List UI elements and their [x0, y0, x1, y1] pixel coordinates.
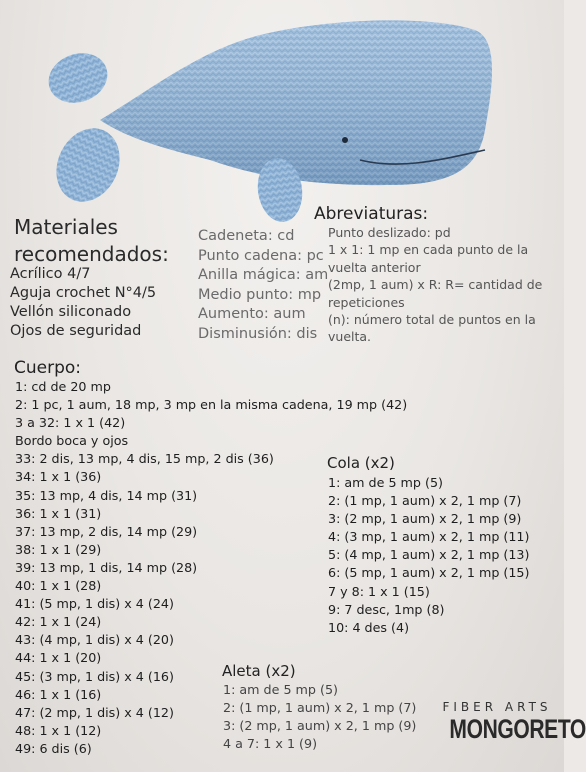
pattern-row: 44: 1 x 1 (20): [15, 650, 102, 666]
glossary-item: Aumento: aum: [198, 306, 306, 322]
brand-logo: [436, 700, 586, 744]
pattern-row: 3 a 32: 1 x 1 (42): [15, 415, 126, 431]
pattern-row: 4: (3 mp, 1 aum) x 2, 1 mp (11): [328, 529, 530, 545]
pattern-row: 9: 7 desc, 1mp (8): [328, 601, 445, 617]
glossary-item: Anilla mágica: am: [198, 267, 329, 283]
materials-item: Aguja crochet N°4/5: [10, 285, 157, 301]
pattern-row: 4 a 7: 1 x 1 (9): [223, 736, 318, 752]
pattern-row: 1: am de 5 mp (5): [328, 475, 443, 490]
pattern-row: 36: 1 x 1 (31): [15, 505, 102, 521]
pattern-row: 49: 6 dis (6): [15, 740, 92, 756]
glossary-item: Disminusión: dis: [198, 325, 318, 342]
pattern-row: 46: 1 x 1 (16): [15, 686, 102, 702]
whale-eye: [342, 137, 348, 143]
abbreviation-line: 1 x 1: 1 mp en cada punto de la: [328, 242, 529, 258]
pattern-row: 40: 1 x 1 (28): [15, 578, 102, 594]
pattern-row: 3: (2 mp, 1 aum) x 2, 1 mp (9): [328, 511, 522, 527]
abbreviation-line: vuelta.: [328, 329, 372, 345]
fin-rows: [223, 681, 416, 753]
pattern-row: 48: 1 x 1 (12): [15, 722, 102, 738]
pattern-row: 47: (2 mp, 1 dis) x 4 (12): [15, 704, 174, 720]
glossary-item: Medio punto: mp: [198, 286, 322, 303]
pattern-row: 10: 4 des (4): [328, 619, 410, 635]
tail-rows: [328, 474, 529, 637]
materials-item: Vellón siliconado: [10, 304, 132, 320]
pattern-row: 1: cd de 20 mp: [15, 379, 111, 394]
pattern-row: 5: (4 mp, 1 aum) x 2, 1 mp (13): [328, 547, 530, 563]
materials-item: Acrílico 4/7: [10, 266, 91, 282]
abbreviation-line: (2mp, 1 aum) x R: R= cantidad de: [328, 277, 543, 293]
pattern-row: 3: (2 mp, 1 aum) x 2, 1 mp (9): [223, 718, 417, 734]
materials-item: Ojos de seguridad: [10, 323, 142, 339]
whale-tail-fluke-lower: [45, 118, 131, 212]
materials-title-line-1: Materiales: [14, 215, 118, 239]
pattern-row: 2: (1 mp, 1 aum) x 2, 1 mp (7): [328, 493, 522, 509]
pattern-row: 35: 13 mp, 4 dis, 14 mp (31): [15, 487, 198, 503]
pattern-row: 39: 13 mp, 1 dis, 14 mp (28): [15, 559, 198, 575]
pattern-row: 33: 2 dis, 13 mp, 4 dis, 15 mp, 2 dis (36): [15, 451, 274, 467]
materials-list: [10, 265, 156, 341]
body-section-title: Cuerpo:: [14, 358, 82, 378]
glossary-item: Cadeneta: cd: [198, 228, 295, 244]
pattern-row: 7 y 8: 1 x 1 (15): [328, 583, 430, 599]
crochet-whale-photo: [30, 10, 510, 225]
abbreviations-title: Abreviaturas:: [314, 204, 429, 224]
pattern-row: 6: (5 mp, 1 aum) x 2, 1 mp (15): [328, 565, 530, 581]
abbreviation-line: Punto deslizado: pd: [328, 225, 451, 240]
fin-section-title: Aleta (x2): [222, 662, 296, 680]
materials-title: [14, 214, 169, 268]
abbreviation-line: (n): número total de puntos en la: [328, 312, 536, 328]
materials-title-line-2: recomendados:: [14, 242, 169, 266]
abbreviation-line: vuelta anterior: [328, 259, 421, 275]
pattern-row: 43: (4 mp, 1 dis) x 4 (20): [15, 632, 174, 648]
abbreviations-list: [328, 224, 556, 346]
pattern-row: 37: 13 mp, 2 dis, 14 mp (29): [15, 523, 198, 539]
pattern-row: 41: (5 mp, 1 dis) x 4 (24): [15, 596, 174, 612]
abbreviation-line: repeticiones: [328, 294, 405, 310]
pattern-row: 45: (3 mp, 1 dis) x 4 (16): [15, 668, 174, 684]
stitch-glossary: [198, 227, 328, 344]
pattern-row: 38: 1 x 1 (29): [15, 541, 102, 557]
pattern-row: 2: 1 pc, 1 aum, 18 mp, 3 mp en la misma cadena, 19 mp (42): [15, 397, 408, 413]
pattern-row: 42: 1 x 1 (24): [15, 614, 102, 630]
pattern-row: 2: (1 mp, 1 aum) x 2, 1 mp (7): [223, 700, 417, 716]
pattern-row: Bordo boca y ojos: [15, 433, 129, 449]
tail-section-title: Cola (x2): [327, 454, 395, 472]
pattern-row: 1: am de 5 mp (5): [223, 682, 338, 697]
whale-tail-fluke-upper: [42, 45, 115, 111]
logo-wordmark: MONGORETO: [449, 714, 586, 744]
logo-tagline: FIBER ARTS: [442, 700, 552, 714]
pattern-row: 34: 1 x 1 (36): [15, 469, 102, 485]
glossary-item: Punto cadena: pc: [198, 247, 324, 264]
